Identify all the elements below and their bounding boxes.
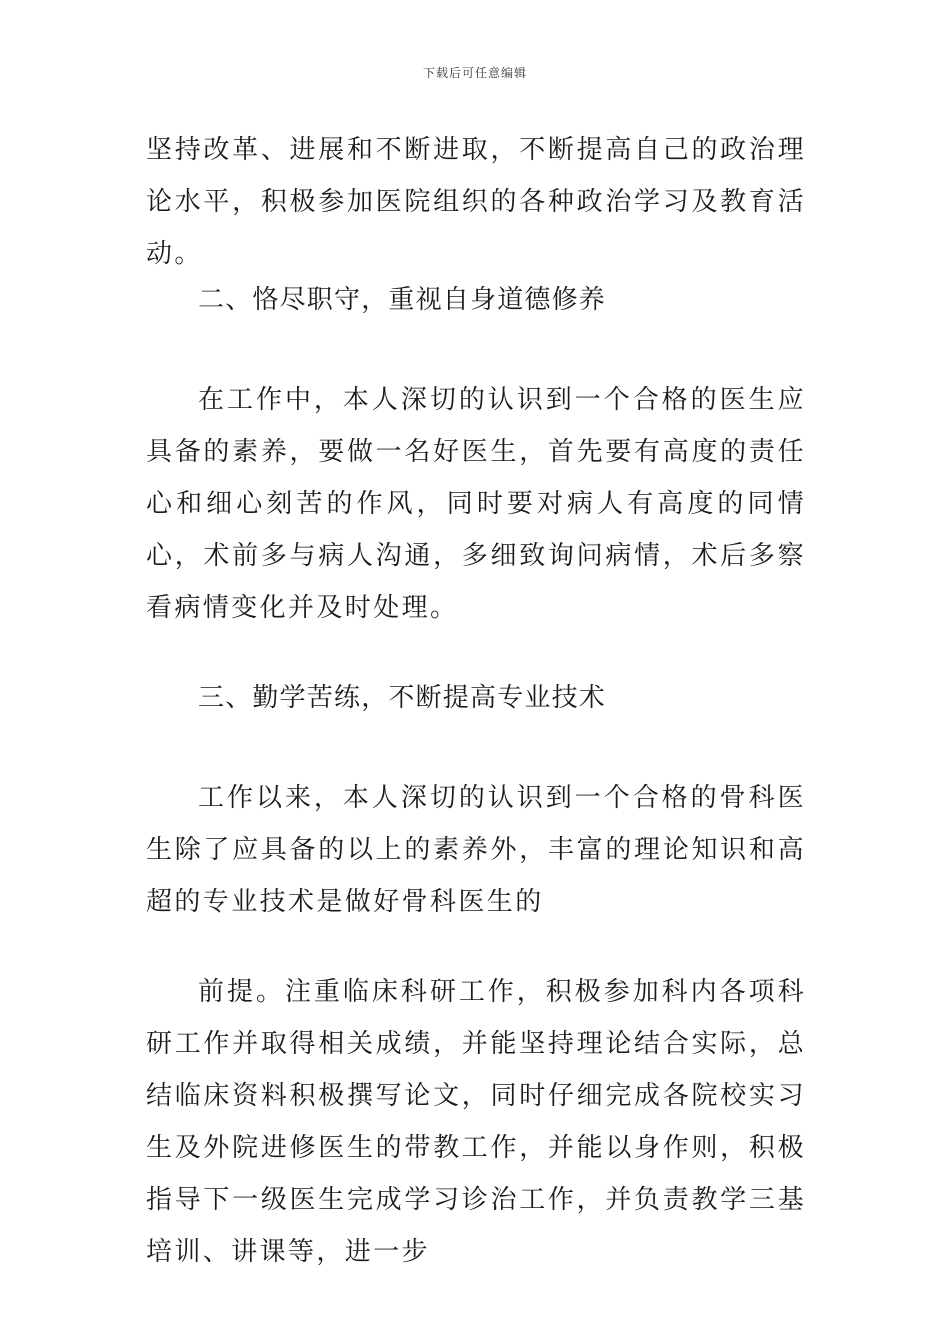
section-heading-ethics: 二、恪尽职守，重视自身道德修养 <box>198 285 607 315</box>
paragraph-ethics: 在工作中，本人深切的认识到一个合格的医生应具备的素养，要做一名好医生，首先要有高度的责任心和细心刻苦的作风，同时要对病人有高度的同情心，术前多与病人沟通，多细致询问病情，术后多察看病情变化并及时处理。 <box>146 385 806 623</box>
paragraph-research-teaching: 前提。注重临床科研工作，积极参加科内各项科研工作并取得相关成绩，并能坚持理论结合实际，总结临床资料积极撰写论文，同时仔细完成各院校实习生及外院进修医生的带教工作，并能以身作则，积极指导下一级医生完成学习诊治工作，并负责教学三基培训、讲课等，进一步 <box>146 977 806 1267</box>
paragraph-political-study: 坚持改革、进展和不断进取，不断提高自己的政治理论水平，积极参加医院组织的各种政治学习及教育活动。 <box>146 135 806 269</box>
paragraph-skills: 工作以来，本人深切的认识到一个合格的骨科医生除了应具备的以上的素养外，丰富的理论知识和高超的专业技术是做好骨科医生的 <box>146 783 806 917</box>
section-heading-skills: 三、勤学苦练，不断提高专业技术 <box>198 683 607 713</box>
header-note: 下载后可任意编辑 <box>422 66 527 80</box>
